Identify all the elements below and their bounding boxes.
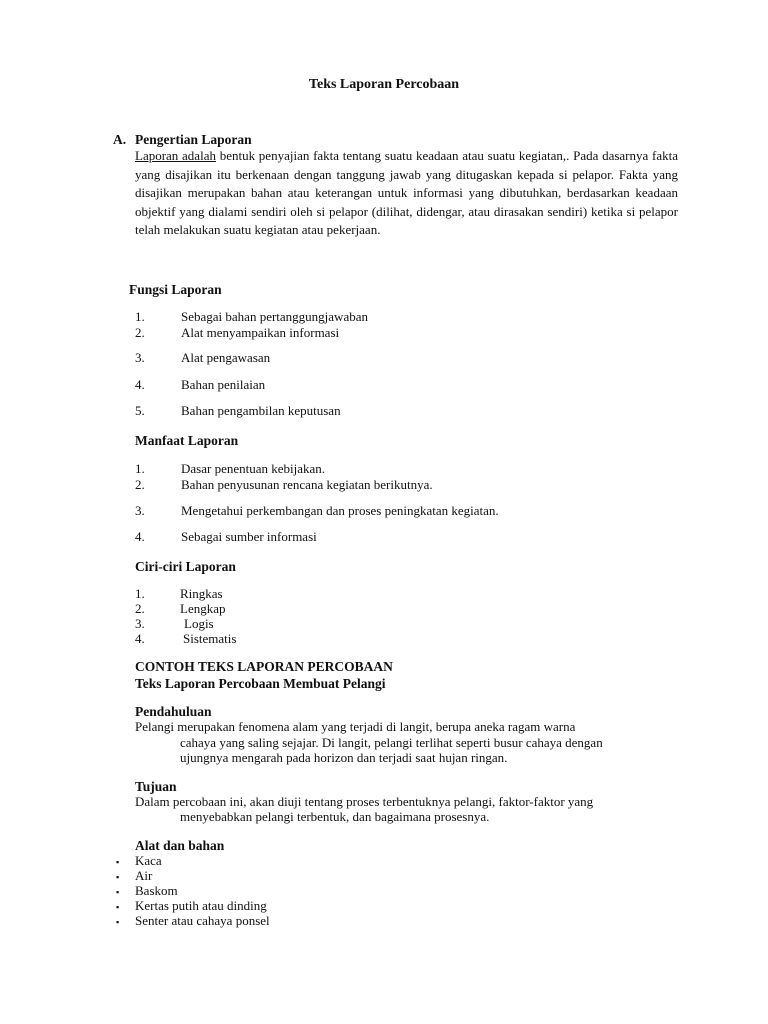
ciri-item: Lengkap — [180, 601, 226, 616]
pendahuluan-line: ujungnya mengarah pada horizon dan terjadi saat hujan ringan. — [180, 750, 508, 765]
fungsi-number: 3. — [135, 350, 145, 365]
alat-item: Senter atau cahaya ponsel — [135, 913, 270, 928]
fungsi-number: 1. — [135, 309, 145, 324]
paragraph-body: bentuk penyajian fakta tentang suatu keadaan atau suatu kegiatan,. Pada dasarnya fakta yang disajikan itu berkenaan dengan tanggung jawab yang ditugaskan kepada si pelapor. Fakta yang disajikan merupakan bahan atau keterangan untuk informasi yang dibutuhkan, berdasarkan keadaan objektif yang dialami sendiri oleh si pelapor (dilihat, didengar, atau dirasakan sendiri) ketika si pelapor telah melakukan suatu kegiatan atau pekerjaan. — [135, 148, 678, 238]
square-bullet-icon: ▪ — [116, 887, 120, 897]
alat-item: Baskom — [135, 883, 178, 898]
underlined-term: Laporan adalah — [135, 148, 216, 163]
fungsi-item: Bahan penilaian — [181, 377, 266, 392]
section-a-heading: Pengertian Laporan — [135, 132, 252, 147]
manfaat-number: 2. — [135, 477, 145, 492]
manfaat-heading: Manfaat Laporan — [135, 433, 239, 448]
contoh-heading: CONTOH TEKS LAPORAN PERCOBAAN — [135, 659, 393, 674]
pendahuluan-heading: Pendahuluan — [135, 704, 212, 719]
square-bullet-icon: ▪ — [116, 872, 120, 882]
manfaat-number: 4. — [135, 529, 145, 544]
fungsi-item: Alat pengawasan — [181, 350, 271, 365]
fungsi-number: 5. — [135, 403, 145, 418]
ciri-item: Logis — [184, 616, 214, 631]
fungsi-item: Bahan pengambilan keputusan — [181, 403, 341, 418]
ciri-number: 4. — [135, 631, 145, 646]
ciri-number: 1. — [135, 586, 145, 601]
pendahuluan-line: Pelangi merupakan fenomena alam yang terjadi di langit, berupa aneka ragam warna — [135, 719, 576, 734]
square-bullet-icon: ▪ — [116, 857, 120, 867]
alat-item: Kertas putih atau dinding — [135, 898, 267, 913]
manfaat-item: Dasar penentuan kebijakan. — [181, 461, 326, 476]
square-bullet-icon: ▪ — [116, 917, 120, 927]
fungsi-number: 4. — [135, 377, 145, 392]
section-a-paragraph — [135, 147, 678, 240]
ciri-item: Sistematis — [183, 631, 237, 646]
tujuan-line: menyebabkan pelangi terbentuk, dan bagaimana prosesnya. — [180, 809, 490, 824]
alat-item: Air — [135, 868, 153, 883]
alat-heading: Alat dan bahan — [135, 838, 225, 853]
ciri-heading: Ciri-ciri Laporan — [135, 559, 236, 574]
square-bullet-icon: ▪ — [116, 902, 120, 912]
document-title: Teks Laporan Percobaan — [308, 77, 460, 92]
ciri-number: 2. — [135, 601, 145, 616]
contoh-subheading: Teks Laporan Percobaan Membuat Pelangi — [135, 676, 386, 691]
ciri-number: 3. — [135, 616, 145, 631]
section-a-marker: A. — [113, 132, 127, 147]
ciri-item: Ringkas — [180, 586, 223, 601]
manfaat-number: 1. — [135, 461, 145, 476]
tujuan-line: Dalam percobaan ini, akan diuji tentang proses terbentuknya pelangi, faktor-faktor yang — [135, 794, 594, 809]
pendahuluan-line: cahaya yang saling sejajar. Di langit, pelangi terlihat seperti busur cahaya dengan — [180, 735, 603, 750]
manfaat-item: Mengetahui perkembangan dan proses peningkatan kegiatan. — [181, 503, 499, 518]
tujuan-heading: Tujuan — [135, 779, 177, 794]
fungsi-item: Alat menyampaikan informasi — [181, 325, 340, 340]
fungsi-item: Sebagai bahan pertanggungjawaban — [181, 309, 368, 324]
manfaat-item: Sebagai sumber informasi — [181, 529, 317, 544]
alat-item: Kaca — [135, 853, 162, 868]
fungsi-heading: Fungsi Laporan — [129, 282, 222, 297]
manfaat-item: Bahan penyusunan rencana kegiatan berikutnya. — [181, 477, 433, 492]
manfaat-number: 3. — [135, 503, 145, 518]
fungsi-number: 2. — [135, 325, 145, 340]
